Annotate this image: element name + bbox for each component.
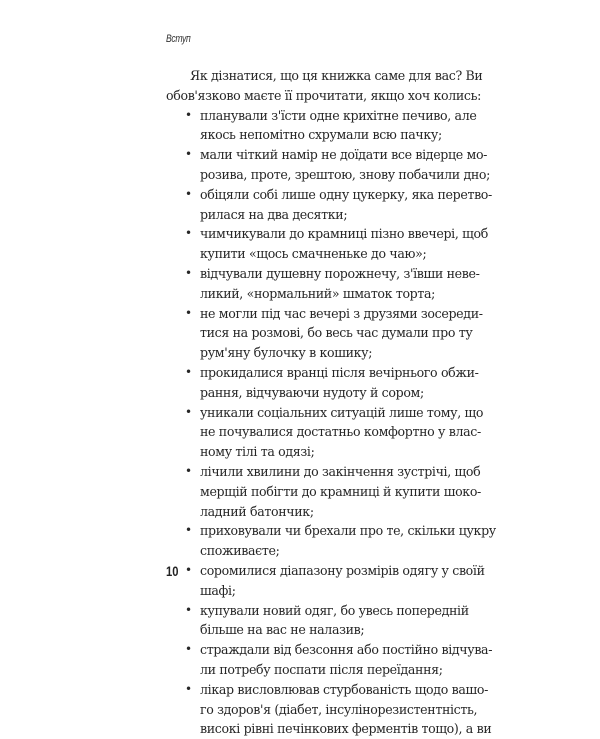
- bullet-icon: •: [185, 147, 193, 162]
- list-item: [166, 680, 492, 739]
- text-line: ладний батончик;: [200, 503, 314, 519]
- bullet-icon: •: [185, 265, 193, 280]
- text-line: ли потребу поспати після переїдання;: [200, 661, 443, 677]
- text-line: приховували чи брехали про те, скільки цукру: [200, 523, 496, 539]
- intro-paragraph: [166, 66, 483, 106]
- running-head: Вступ: [166, 33, 191, 45]
- text-line: обіцяли собі лише одну цукерку, яка перетво-: [200, 186, 492, 202]
- list-item: [166, 561, 485, 601]
- text-line: мали чіткий намір не доїдати все відерце мо-: [200, 147, 488, 163]
- text-line: Як дізнатися, що ця книжка саме для вас? Ви: [190, 68, 483, 83]
- text-line: більше на вас не налазив;: [200, 622, 365, 638]
- text-line: шафі;: [200, 582, 236, 598]
- bullet-icon: •: [185, 523, 193, 538]
- text-line: уникали соціальних ситуацій лише тому, що: [200, 404, 484, 420]
- text-line: рання, відчуваючи нудоту й сором;: [200, 384, 424, 400]
- list-item: [166, 640, 493, 680]
- text-line: лічили хвилини до закінчення зустрічі, щоб: [200, 463, 481, 479]
- list-item: [166, 106, 477, 146]
- bullet-icon: •: [185, 364, 193, 379]
- text-line: не могли під час вечері з друзями зосереди-: [200, 305, 483, 321]
- bullet-icon: •: [185, 463, 193, 478]
- text-line: чимчикували до крамниці пізно ввечері, щоб: [200, 226, 488, 242]
- bullet-icon: •: [185, 404, 193, 419]
- bullet-icon: •: [185, 681, 193, 696]
- text-line: високі рівні печінкових ферментів тощо), а ви: [200, 721, 492, 737]
- bullet-icon: •: [185, 226, 193, 241]
- text-line: лікар висловлював стурбованість щодо вашо-: [200, 681, 488, 697]
- text-line: обов'язково маєте її прочитати, якщо хоч колись:: [166, 87, 482, 103]
- bullet-icon: •: [185, 107, 193, 122]
- bullet-icon: •: [185, 642, 193, 657]
- text-line: мерщій побігти до крамниці й купити шоко-: [200, 483, 481, 499]
- text-line: споживаєте;: [200, 543, 280, 559]
- text-line: купували новий одяг, бо увесь попередній: [200, 602, 469, 618]
- text-line: страждали від безсоння або постійно відчува-: [200, 642, 493, 658]
- text-line: го здоров'я (діабет, інсулінорезистентність,: [200, 701, 478, 717]
- text-line: не почувалися достатньо комфортно у влас-: [200, 424, 481, 440]
- list-item: [166, 264, 480, 304]
- text-line: якось непомітно схрумали всю пачку;: [200, 127, 442, 143]
- text-line: прокидалися вранці після вечірнього обжи-: [200, 364, 479, 380]
- text-line: планували з'їсти одне крихітне печиво, але: [200, 107, 477, 123]
- list-item: [166, 403, 484, 462]
- text-line: розива, проте, зрештою, знову побачили дно;: [200, 166, 491, 182]
- bullet-list: [166, 106, 496, 739]
- text-line: тися на розмові, бо весь час думали про ту: [200, 325, 473, 341]
- page-number: 10: [166, 563, 179, 579]
- text-line: ному тілі та одязі;: [200, 444, 315, 460]
- list-item: [166, 462, 481, 521]
- list-item: [166, 601, 469, 641]
- list-item: [166, 224, 488, 264]
- list-item: [166, 363, 479, 403]
- bullet-icon: •: [185, 186, 193, 201]
- text-line: соромилися діапазону розмірів одягу у своїй: [200, 562, 485, 578]
- text-line: купити «щось смачненьке до чаю»;: [200, 246, 427, 262]
- text-line: рилася на два десятки;: [200, 206, 348, 222]
- text-line: відчували душевну порожнечу, з'ївши неве-: [200, 265, 480, 281]
- list-item: [166, 304, 483, 363]
- body-text: [166, 66, 496, 739]
- list-item: [166, 145, 491, 185]
- list-item: [166, 521, 496, 561]
- text-line: ликий, «нормальний» шматок торта;: [200, 285, 436, 301]
- bullet-icon: •: [185, 602, 193, 617]
- text-line: рум'яну булочку в кошику;: [200, 345, 373, 361]
- list-item: [166, 185, 492, 225]
- bullet-icon: •: [185, 305, 193, 320]
- bullet-icon: •: [185, 562, 193, 577]
